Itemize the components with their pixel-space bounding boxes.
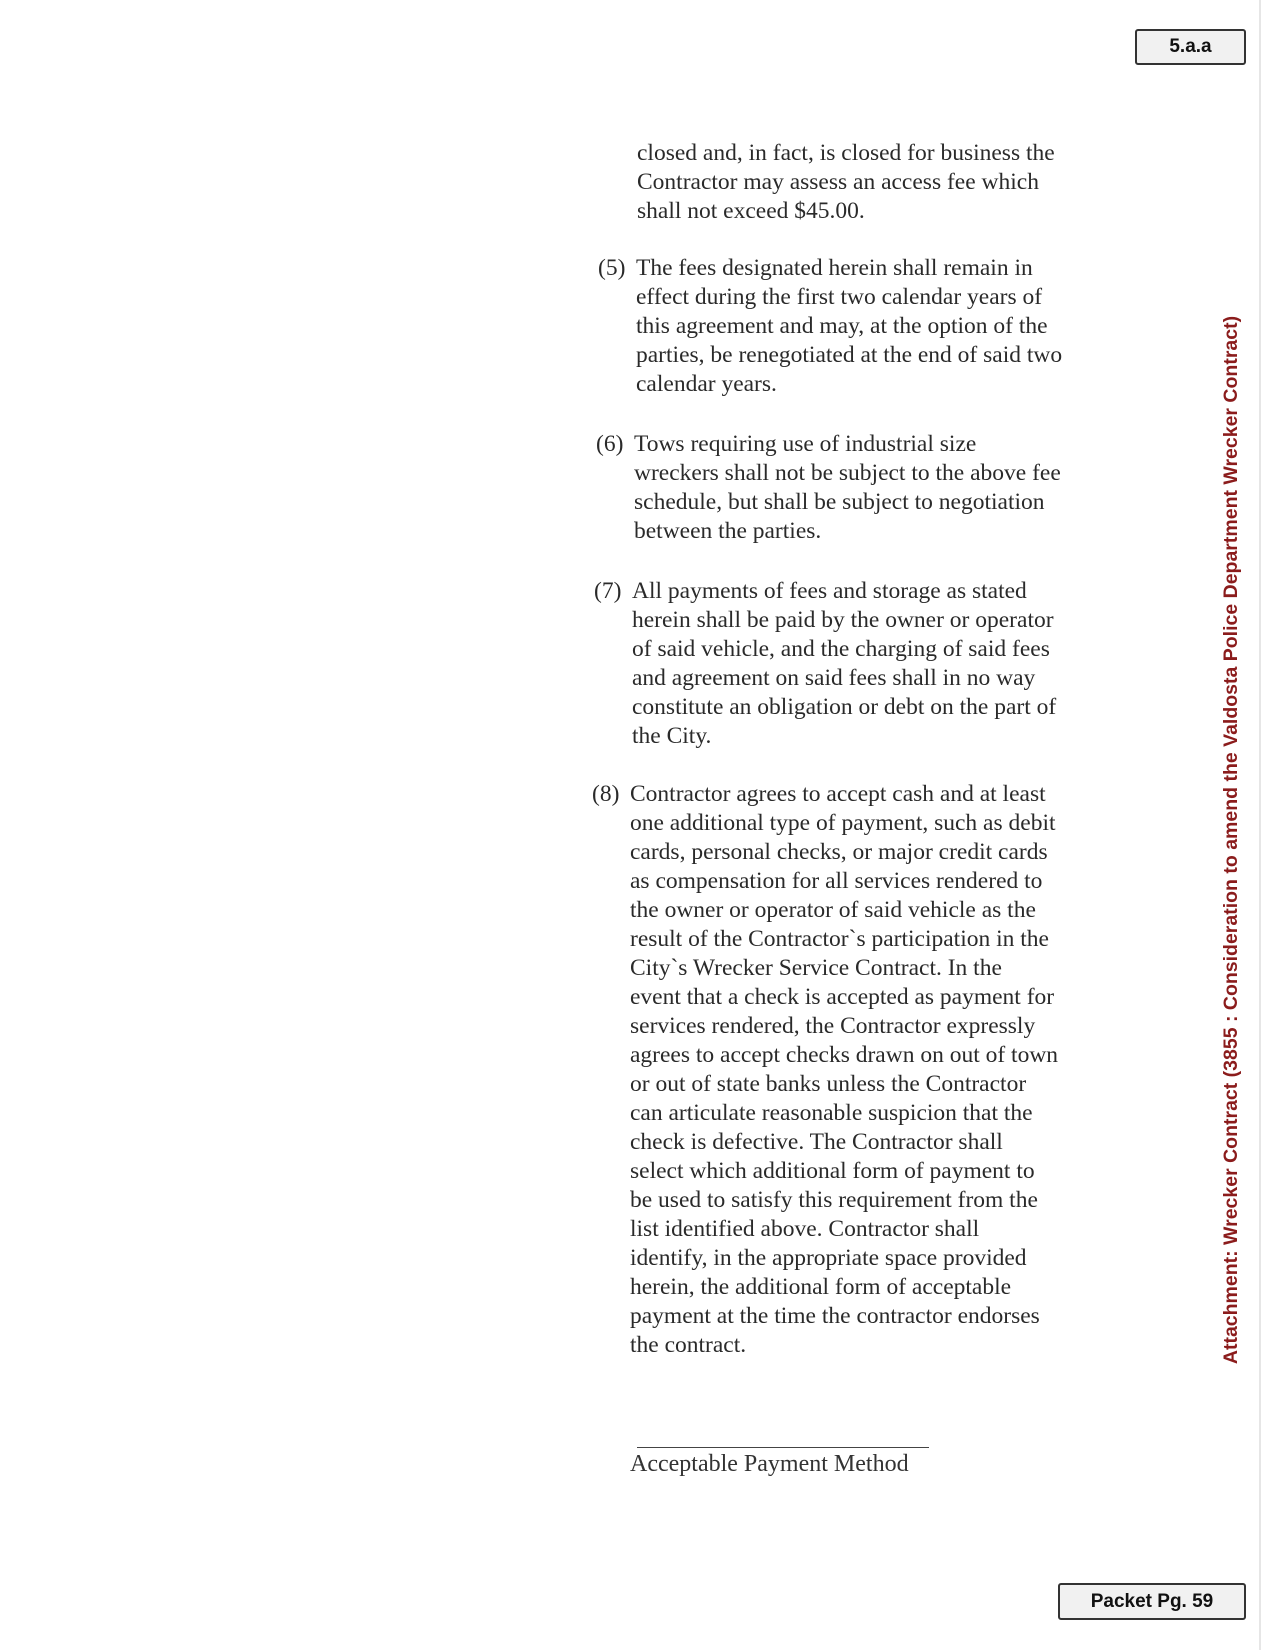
- text-line: check is defective. The Contractor shall: [630, 1129, 1003, 1155]
- text-line: herein, the additional form of acceptable: [630, 1274, 1012, 1300]
- text-line: event that a check is accepted as payment for: [630, 984, 1055, 1010]
- text-line: list identified above. Contractor shall: [630, 1216, 980, 1242]
- right-edge-rule: [1259, 0, 1261, 1650]
- text-line: can articulate reasonable suspicion that the: [630, 1100, 1033, 1126]
- text-line: as compensation for all services rendered to: [630, 868, 1043, 894]
- text-line: identify, in the appropriate space provided: [630, 1245, 1027, 1271]
- clause-body: [632, 577, 1056, 751]
- text-line: one additional type of payment, such as debit: [630, 810, 1056, 836]
- text-line: payment at the time the contractor endorses: [630, 1303, 1040, 1329]
- text-line: shall not exceed $45.00.: [637, 198, 865, 224]
- text-line: Contractor may assess an access fee which: [637, 169, 1039, 195]
- text-line: be used to satisfy this requirement from the: [630, 1187, 1038, 1213]
- text-line: herein shall be paid by the owner or operator: [632, 607, 1054, 633]
- clause-number: (5): [598, 255, 626, 281]
- text-line: or out of state banks unless the Contractor: [630, 1071, 1027, 1097]
- text-line: All payments of fees and storage as stated: [632, 578, 1027, 604]
- text-line: wreckers shall not be subject to the above fee: [634, 460, 1061, 486]
- continuation-paragraph: [637, 139, 1097, 226]
- clause-body: [636, 254, 1062, 399]
- text-line: and agreement on said fees shall in no way: [632, 665, 1036, 691]
- text-line: result of the Contractor`s participation in the: [630, 926, 1049, 952]
- text-line: services rendered, the Contractor expressly: [630, 1013, 1036, 1039]
- text-line: Tows requiring use of industrial size: [634, 431, 977, 457]
- signature-label: Acceptable Payment Method: [630, 1451, 909, 1477]
- text-line: Contractor agrees to accept cash and at least: [630, 781, 1046, 807]
- text-line: the contract.: [630, 1332, 747, 1358]
- clause-body: [630, 780, 1058, 1360]
- text-line: The fees designated herein shall remain in: [636, 255, 1033, 281]
- clause-number: (6): [596, 431, 624, 457]
- text-line: closed and, in fact, is closed for business the: [637, 140, 1055, 166]
- text-line: constitute an obligation or debt on the part of: [632, 694, 1057, 720]
- text-line: of said vehicle, and the charging of said fees: [632, 636, 1050, 662]
- clause-number: (8): [592, 781, 620, 807]
- agenda-item-tag: 5.a.a: [1135, 29, 1246, 65]
- clause-number: (7): [594, 578, 622, 604]
- text-line: calendar years.: [636, 371, 777, 397]
- text-line: select which additional form of payment to: [630, 1158, 1035, 1184]
- text-line: the owner or operator of said vehicle as the: [630, 897, 1036, 923]
- text-line: cards, personal checks, or major credit cards: [630, 839, 1048, 865]
- text-line: agrees to accept checks drawn on out of town: [630, 1042, 1059, 1068]
- text-line: parties, be renegotiated at the end of said two: [636, 342, 1063, 368]
- text-line: between the parties.: [634, 518, 822, 544]
- packet-page-number: Packet Pg. 59: [1058, 1583, 1246, 1620]
- text-line: schedule, but shall be subject to negotiation: [634, 489, 1045, 515]
- text-line: City`s Wrecker Service Contract. In the: [630, 955, 1002, 981]
- text-line: effect during the first two calendar years of: [636, 284, 1043, 310]
- attachment-sidebar-text: Attachment: Wrecker Contract (3855 : Consideration to amend the Valdosta Police Department Wrecker Contract): [1220, 315, 1242, 1365]
- text-line: this agreement and may, at the option of the: [636, 313, 1048, 339]
- clause-body: [634, 430, 1061, 546]
- text-line: the City.: [632, 723, 712, 749]
